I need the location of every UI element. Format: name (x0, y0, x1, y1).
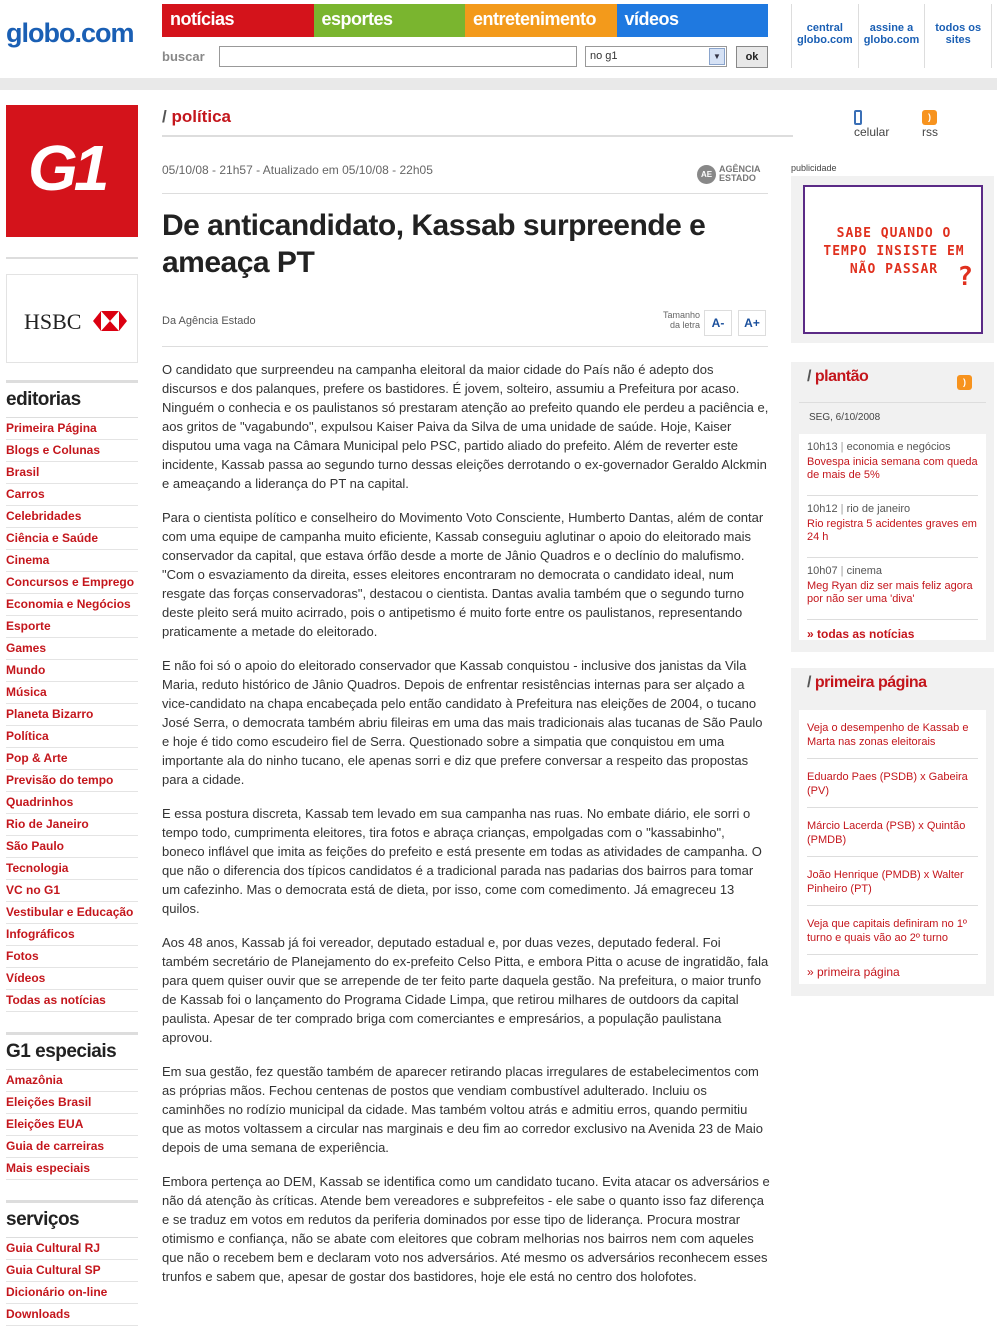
g1-logo[interactable]: G1 (6, 105, 138, 237)
editoria-item[interactable]: Fotos (6, 946, 138, 968)
editoria-item[interactable]: Celebridades (6, 506, 138, 528)
article-paragraph: Embora pertença ao DEM, Kassab se identifica como um candidato tucano. Evita atacar os adversários e não dá atenção às críticas. Atende bem vereadores e subprefeitos - ele sabe o quanto isso faz diferença e se traduz em votos em redutos da periferia dominados por esse tipo de liderança. Procura mostrar otimismo e confiança, não se abate com eleitores que cobram melhorias nos bairros nem com aqueles que não o recebem bem e declaram voto nos adversários. Até mesmo os adversários reconhecem esses trunfos e sabem que, apesar de gostar dos bastidores, hoje ele está no centro dos holofotes. (162, 1174, 770, 1284)
primeira-pagina-link[interactable]: » primeira página (807, 965, 900, 979)
plantao-headline-link[interactable]: Rio registra 5 acidentes graves em 24 h (807, 518, 977, 543)
ad-label: publicidade (791, 163, 837, 173)
editoria-item[interactable]: Infográficos (6, 924, 138, 946)
plantao-list (799, 434, 986, 640)
rss-link[interactable]: )rss (922, 112, 938, 140)
servicos-title: serviços (6, 1200, 138, 1238)
search-input[interactable] (219, 46, 577, 67)
divider (162, 193, 768, 194)
plantao-date: SEG, 6/10/2008 (799, 402, 986, 432)
article-paragraph: O candidato que surpreendeu na campanha eleitoral da maior cidade do País não é adepto dos discursos e dos palanques, prefere os bastidores. É jovem, solteiro, assumiu a Prefeitura por acaso. Ninguém o conhecia e os paulistanos só prestaram atenção ao prefeito quando ele perdeu a paciência e, aos gritos de "vagabundo", expulsou Kaiser Paiva da Silva de uma unidade de saúde. Hoje, Kaiser disputou uma vaga na Câmara Municipal pelo PSC, partido aliado do prefeito. Além de reverter este incidente, Kassab passa ao segundo turno dessas eleições derrotando o ex-governador Geraldo Alckmin e ameaçando a liderança do PT na capital. (162, 362, 769, 491)
article-headline: De anticandidato, Kassab surpreende e ameaça PT (162, 209, 706, 279)
plantao-item (807, 496, 978, 558)
plantao-time: 10h13 (807, 441, 838, 453)
especiais-menu (6, 1032, 138, 1180)
editoria-item[interactable]: Vídeos (6, 968, 138, 990)
plantao-time: 10h12 (807, 503, 838, 515)
article-paragraph: E não foi só o apoio do eleitorado conservador que Kassab conquistou - inclusive dos janistas da Vila Maria, reduto histórico de Jânio Quadros. Depois de enfrentar resistências internas para ser alçado a vice-candidato na chapa encabeçada pelo então candidato à Prefeitura nas eleições de 2004, o tucano José Serra, o democrata também abriu fileiras em uma das mais tradicionais alas tucanas de São Paulo e hoje é tido como escudeiro fiel de Serra. Questionado sobre a simpatia que conquistou em uma importante ala do ninho tucano, ele apenas sorri e diz que prefere conversar a respeito das propostas para a cidade. (162, 658, 763, 787)
primeira-pagina-box (791, 668, 994, 996)
editorias-title: editorias (6, 380, 138, 418)
editoria-item[interactable]: Rio de Janeiro (6, 814, 138, 836)
editoria-item[interactable]: VC no G1 (6, 880, 138, 902)
primeira-pagina-item[interactable]: Veja o desempenho de Kassab e Marta nas zonas eleitorais (807, 710, 978, 759)
globo-logo[interactable]: globo.com (6, 18, 134, 48)
editoria-item[interactable]: Vestibular e Educação (6, 902, 138, 924)
article-paragraph: Aos 48 anos, Kassab já foi vereador, deputado estadual e, por duas vezes, deputado federal. Foi também secretário de Planejamento do ex-prefeito Celso Pitta, e embora Pitta o acuse de ingratidão, fala para quem quiser ouvir que se arrepende de ter feito parte daquela gestão. Na prefeitura, o maior trunfo de Kassab foi o lançamento do Programa Cidade Limpa, que retirou milhares de outdoors da capital paulista. Apesar de ter comprado briga com comerciantes e empresários, a população paulistana aprovou. (162, 935, 769, 1045)
editorias-menu (6, 380, 138, 1012)
hsbc-wordmark: HSBC (24, 309, 82, 334)
plantao-category[interactable]: economia e negócios (846, 441, 951, 453)
editoria-item[interactable]: Primeira Página (6, 418, 138, 440)
plantao-item (807, 558, 978, 620)
editoria-item[interactable]: Esporte (6, 616, 138, 638)
article-paragraph: Para o cientista político e conselheiro do Movimento Voto Consciente, Humberto Dantas, além de contar com uma equipe de campanha muito eficiente, Kassab conseguiu aglutinar o apoio do eleitorado mais conservador da capital, que estava órfão desde a morte de Jânio Quadros e o declínio do malufismo. "Com o esvaziamento da direita, esses eleitores encontraram no democrata o candidato ideal, num resgate das forças conservadoras", destacou o cientista. Dantas avalia também que o segundo turno deste pleito será muito acirrado, pois o antipetismo é muito forte entre os paulistanos, representando praticamente a metade do eleitorado. (162, 510, 764, 639)
plantao-meta: 10h07 | cinema (807, 565, 883, 577)
agency-badge: AE (697, 165, 716, 184)
chevron-down-icon: ▼ (709, 48, 725, 65)
editoria-item[interactable]: Planeta Bizarro (6, 704, 138, 726)
editoria-item[interactable]: Cinema (6, 550, 138, 572)
editoria-item[interactable]: Concursos e Emprego (6, 572, 138, 594)
portal-nav (162, 4, 768, 37)
central-globo-link[interactable]: central globo.com (792, 4, 859, 68)
primeira-pagina-item[interactable]: Eduardo Paes (PSDB) x Gabeira (PV) (807, 759, 978, 808)
plantao-meta: 10h12 | rio de janeiro (807, 503, 911, 515)
article-byline: Da Agência Estado (162, 315, 256, 327)
ad-banner[interactable] (803, 185, 983, 334)
editoria-item[interactable]: Economia e Negócios (6, 594, 138, 616)
tab-videos[interactable]: vídeos (617, 4, 769, 37)
celular-link[interactable]: celular (854, 110, 889, 139)
plantao-headline-link[interactable]: Bovespa inicia semana com queda de mais de 5% (807, 456, 978, 481)
editoria-item[interactable]: Quadrinhos (6, 792, 138, 814)
plantao-item (807, 434, 978, 496)
especial-item[interactable]: Amazônia (6, 1070, 138, 1092)
editoria-item[interactable]: Tecnologia (6, 858, 138, 880)
section-title[interactable]: / política (162, 107, 231, 126)
plantao-meta: 10h13 | economia e negócios (807, 441, 951, 453)
editoria-item[interactable]: Música (6, 682, 138, 704)
agencia-estado-logo (697, 164, 769, 184)
editoria-item[interactable]: Pop & Arte (6, 748, 138, 770)
rss-icon: ) (922, 110, 937, 125)
search-scope-select[interactable] (585, 46, 727, 67)
search-label: buscar (162, 49, 205, 64)
primeira-pagina-list (799, 710, 986, 984)
todos-os-sites-link[interactable]: todos os sites (925, 4, 992, 68)
tab-entretenimento[interactable]: entretenimento (465, 4, 617, 37)
editoria-item[interactable]: Brasil (6, 462, 138, 484)
article-paragraph: E essa postura discreta, Kassab tem levado em sua campanha nas ruas. No embate diário, ele sorri o tempo todo, cumprimenta eleitores, tira fotos e abraça crianças, empolgadas com o "kassabinho", boneco inflável que imita as feições do prefeito e está presente em todas as atividades de campanha. O que não o diferencia dos típicos candidatos é a tradicional parada nas padarias dos bairros para tomar um cafezinho. Mas o democrata está de dieta, por isso, come com comedimento. Já emagreceu 13 quilos. (162, 806, 762, 916)
search-bar (162, 46, 768, 68)
plantao-title[interactable]: / plantão (807, 368, 869, 385)
search-button[interactable]: ok (736, 46, 768, 68)
ad-text: SABE QUANDO O TEMPO INSISTE EM NÃO PASSAR (823, 226, 965, 277)
top-bar (0, 0, 997, 78)
servico-item[interactable]: Downloads (6, 1304, 138, 1326)
decrease-font-button[interactable]: A- (704, 310, 732, 336)
servicos-list (6, 1238, 138, 1326)
editoria-item[interactable]: Games (6, 638, 138, 660)
especiais-title: G1 especiais (6, 1032, 138, 1070)
especial-item[interactable]: Eleições Brasil (6, 1092, 138, 1114)
font-size-control (660, 310, 768, 338)
rss-icon[interactable]: ) (957, 375, 972, 390)
editoria-item[interactable]: Ciência e Saúde (6, 528, 138, 550)
article-dateline: 05/10/08 - 21h57 - Atualizado em 05/10/08 - 22h05 (162, 163, 433, 177)
search-scope-value: no g1 (590, 50, 618, 62)
servico-item[interactable]: Guia Cultural RJ (6, 1238, 138, 1260)
plantao-time: 10h07 (807, 565, 838, 577)
especial-item[interactable]: Mais especiais (6, 1158, 138, 1180)
divider (162, 346, 768, 347)
top-links (791, 4, 992, 68)
editoria-item[interactable]: Blogs e Colunas (6, 440, 138, 462)
assine-globo-link[interactable]: assine a globo.com (859, 4, 926, 68)
editoria-item[interactable]: Todas as notícias (6, 990, 138, 1012)
ad-question-mark: ? (957, 262, 973, 292)
ad-container (791, 176, 994, 343)
editoria-item[interactable]: Previsão do tempo (6, 770, 138, 792)
especial-item[interactable]: Eleições EUA (6, 1114, 138, 1136)
servico-item[interactable]: Dicionário on-line (6, 1282, 138, 1304)
primeira-pagina-item[interactable]: Veja que capitais definiram no 1º turno e quais vão ao 2º turno (807, 906, 978, 955)
editoria-item[interactable]: Mundo (6, 660, 138, 682)
plantao-category[interactable]: rio de janeiro (846, 503, 911, 515)
article-body (162, 360, 770, 1301)
divider (6, 257, 138, 259)
editoria-item[interactable]: Carros (6, 484, 138, 506)
agency-name: AGÊNCIA ESTADO (719, 164, 761, 183)
primeira-pagina-item[interactable]: Márcio Lacerda (PSB) x Quintão (PMDB) (807, 808, 978, 857)
section-header (162, 105, 938, 140)
servicos-menu (6, 1200, 138, 1326)
primeira-pagina-title[interactable]: / primeira página (807, 674, 927, 691)
tab-esportes[interactable]: esportes (314, 4, 466, 37)
tab-noticias[interactable]: notícias (162, 4, 314, 37)
font-size-label: Tamanho da letra (662, 310, 700, 330)
editorias-list (6, 418, 138, 1012)
todas-noticias-link[interactable]: » todas as notícias (807, 627, 915, 641)
increase-font-button[interactable]: A+ (738, 310, 766, 336)
header-divider (0, 78, 997, 90)
servico-item[interactable]: Guia Cultural SP (6, 1260, 138, 1282)
article-paragraph: Em sua gestão, fez questão também de aparecer retirando placas irregulares de estabelecimentos com as próprias mãos. Fechou centenas de postos que vendiam combustível adulterado. Incluiu os caminhões no rodízio municipal da cidade. Mas também voltou atrás e admitiu erros, quando permitiu que as motos voltassem a circular nas marginais e deu fim ao corredor exclusivo na Avenida 23 de Maio depois de uma semana de experiência. (162, 1064, 763, 1155)
hsbc-hexagon-icon (93, 311, 127, 331)
especial-item[interactable]: Guia de carreiras (6, 1136, 138, 1158)
editoria-item[interactable]: São Paulo (6, 836, 138, 858)
hsbc-sponsor-banner[interactable] (6, 274, 138, 363)
especiais-list (6, 1070, 138, 1180)
editoria-item[interactable]: Política (6, 726, 138, 748)
phone-icon (854, 110, 862, 125)
plantao-headline-link[interactable]: Meg Ryan diz ser mais feliz agora por não ser uma 'diva' (807, 580, 973, 605)
plantao-box (791, 362, 994, 652)
plantao-category[interactable]: cinema (846, 565, 883, 577)
primeira-pagina-item[interactable]: João Henrique (PMDB) x Walter Pinheiro (PT) (807, 857, 978, 906)
